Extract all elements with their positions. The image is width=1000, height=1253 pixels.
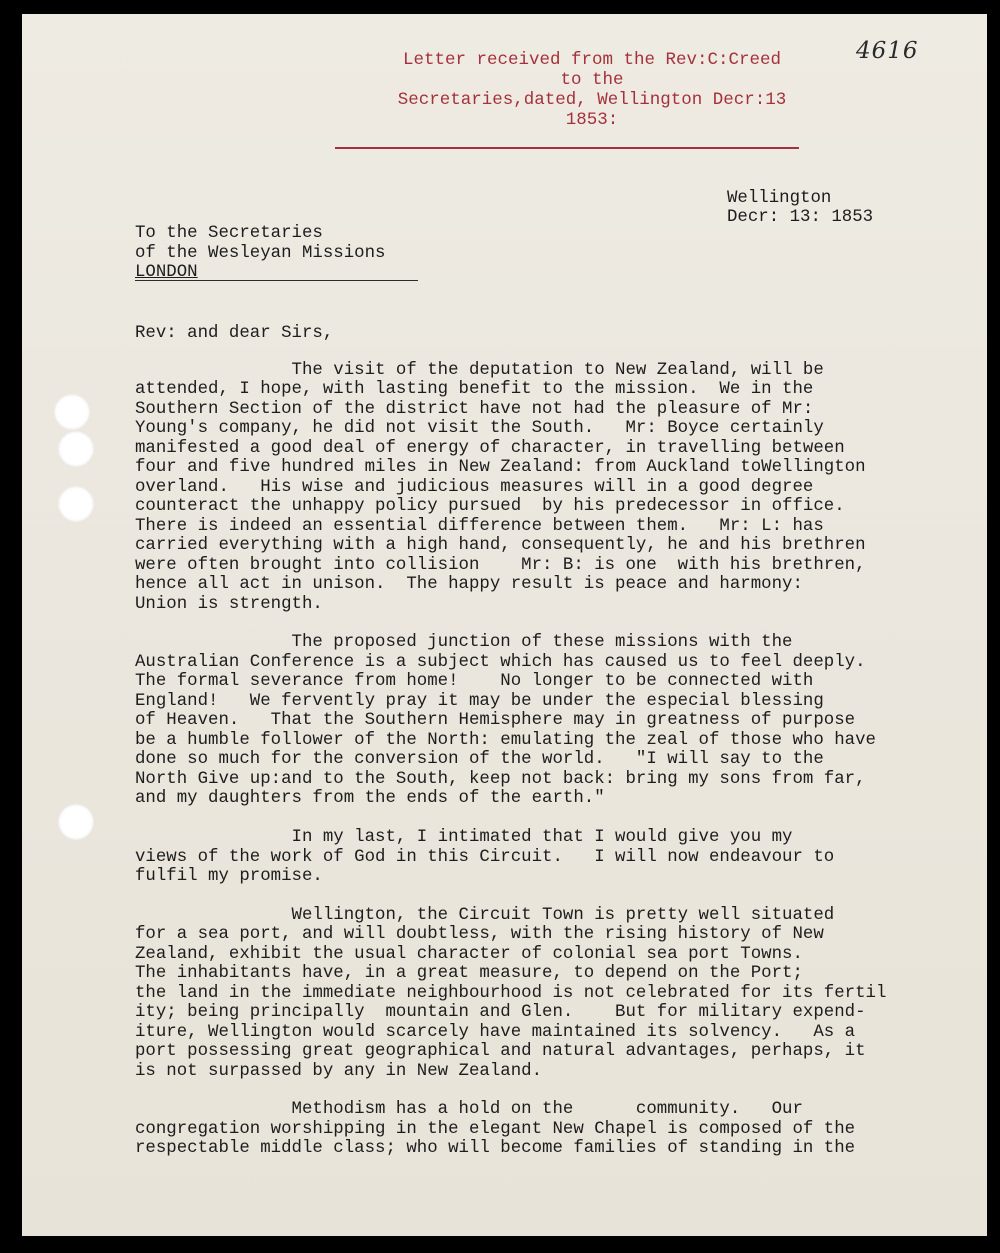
salutation: Rev: and dear Sirs, bbox=[135, 324, 334, 343]
body-line: ity; being principally mountain and Glen. But for military expend- bbox=[135, 1003, 866, 1023]
heading-line: Letter received from the Rev:C:Creed bbox=[402, 50, 782, 70]
heading-line: Secretaries,dated, Wellington Decr:13 bbox=[397, 90, 787, 110]
date: Decr: 13: 1853 bbox=[727, 208, 874, 227]
body-line: manifested a good deal of energy of character, in travelling between bbox=[135, 438, 845, 458]
body-line: fulfil my promise. bbox=[135, 866, 323, 886]
body-line: were often brought into collision Mr: B: is one with his brethren, bbox=[135, 555, 866, 575]
body-line: overland. His wise and judicious measures will in a good degree bbox=[135, 477, 814, 497]
body-line: is not surpassed by any in New Zealand. bbox=[135, 1061, 543, 1081]
addressee-line: of the Wesleyan Missions bbox=[135, 244, 386, 263]
body-line: England! We fervently pray it may be under the especial blessing bbox=[135, 691, 824, 711]
letter-heading bbox=[342, 50, 842, 130]
heading-line: to the bbox=[560, 70, 624, 90]
body-line: the land in the immediate neighbourhood is not celebrated for its fertil bbox=[135, 983, 887, 1003]
place: Wellington bbox=[727, 189, 832, 208]
addressee-line: To the Secretaries bbox=[135, 224, 323, 243]
body-line: North Give up:and to the South, keep not back: bring my sons from far, bbox=[135, 769, 866, 789]
body-line: hence all act in unison. The happy result is peace and harmony: bbox=[135, 575, 803, 595]
letter-page bbox=[22, 14, 987, 1236]
body-line: of Heaven. That the Southern Hemisphere may in greatness of purpose bbox=[135, 711, 856, 731]
body-line: carried everything with a high hand, consequently, he and his brethren bbox=[135, 536, 866, 556]
body-line: and my daughters from the ends of the earth." bbox=[135, 789, 605, 809]
body-line: done so much for the conversion of the world. "I will say to the bbox=[135, 750, 824, 770]
punch-hole bbox=[58, 431, 94, 467]
body-line: Australian Conference is a subject which has caused us to feel deeply. bbox=[135, 652, 866, 672]
body-line: The formal severance from home! No longer to be connected with bbox=[135, 672, 814, 692]
body-line: be a humble follower of the North: emulating the zeal of those who have bbox=[135, 730, 876, 750]
body-line: The inhabitants have, in a great measure, to depend on the Port; bbox=[135, 964, 803, 984]
body-line: Union is strength. bbox=[135, 594, 323, 614]
body-line: for a sea port, and will doubtless, with the rising history of New bbox=[135, 925, 824, 945]
body-line: counteract the unhappy policy pursued by his predecessor in office. bbox=[135, 497, 845, 517]
body-line: Young's company, he did not visit the South. Mr: Boyce certainly bbox=[135, 419, 824, 439]
addressee-underline bbox=[135, 280, 418, 281]
body-line: port possessing great geographical and natural advantages, perhaps, it bbox=[135, 1042, 866, 1062]
body-line: respectable middle class; who will become families of standing in the bbox=[135, 1139, 856, 1159]
body-line: views of the work of God in this Circuit. I will now endeavour to bbox=[135, 847, 835, 867]
punch-hole bbox=[58, 486, 94, 522]
punch-hole bbox=[54, 394, 90, 430]
body-line: attended, I hope, with lasting benefit to the mission. We in the bbox=[135, 380, 814, 400]
body-line: Wellington, the Circuit Town is pretty well situated bbox=[135, 905, 835, 925]
body-line: iture, Wellington would scarcely have maintained its solvency. As a bbox=[135, 1022, 856, 1042]
addressee-london: LONDON bbox=[135, 263, 198, 282]
body-line: Methodism has a hold on the community. Our bbox=[135, 1100, 803, 1120]
body-line: The visit of the deputation to New Zealand, will be bbox=[135, 361, 824, 380]
archive-number: 4616 bbox=[856, 38, 919, 64]
body-line: In my last, I intimated that I would give you my bbox=[135, 828, 793, 848]
body-line: congregation worshipping in the elegant New Chapel is composed of the bbox=[135, 1119, 856, 1139]
heading-underline bbox=[335, 147, 799, 149]
body-line: There is indeed an essential difference between them. Mr: L: has bbox=[135, 516, 824, 536]
body-line: Zealand, exhibit the usual character of colonial sea port Towns. bbox=[135, 944, 803, 964]
heading-line: 1853: bbox=[565, 110, 619, 130]
body-line: Southern Section of the district have not had the pleasure of Mr: bbox=[135, 399, 814, 419]
body-line: four and five hundred miles in New Zealand: from Auckland toWellington bbox=[135, 458, 866, 478]
body-line: The proposed junction of these missions with the bbox=[135, 633, 793, 653]
punch-hole bbox=[58, 804, 94, 840]
